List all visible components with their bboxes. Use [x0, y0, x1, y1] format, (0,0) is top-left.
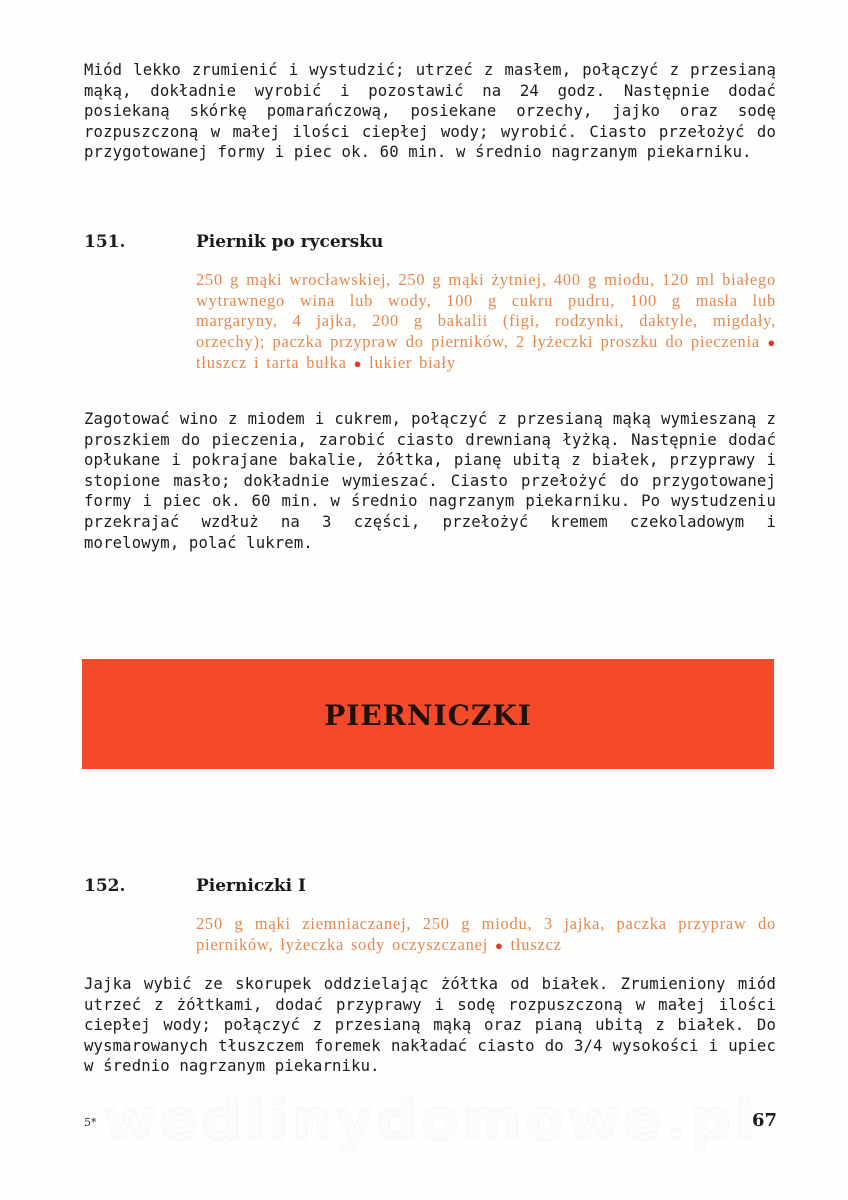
bullet-icon: ●: [495, 937, 504, 953]
ingredients-main: 250 g mąki ziemniaczanej, 250 g miodu, 3 jajka, paczka przypraw do pierników, łyżeczka sody oczyszczanej: [196, 914, 776, 954]
recipe-number: 151.: [84, 232, 126, 252]
recipe-151-method: Zagotować wino z miodem i cukrem, połączyć z przesianą mąką wymieszaną z proszkiem do pieczenia, zarobić ciasto drewnianą łyżką. Następnie dodać opłukane i pokrajane bakalie, żółtka, pianę ubitą z białek, przyprawy i stopione masło; dokładnie wymieszać. Ciasto przełożyć do przygotowanej formy i piec ok. 60 min. w średnio nagrzanym piekarniku. Po wystudzeniu przekrajać wzdłuż na 3 części, przełożyć kremem czekoladowym i morelowym, polać lukrem.: [84, 410, 776, 552]
bullet-icon: ●: [767, 334, 776, 350]
printer-signature: 5*: [84, 1116, 97, 1129]
intro-paragraph: Miód lekko zrumienić i wystudzić; utrzeć z masłem, połączyć z przesianą mąką, dokładnie wyrobić i pozostawić na 24 godz. Następnie dodać posiekaną skórkę pomarańczową, posiekane orzechy, jajko oraz sodę rozpuszczoną w małej ilości ciepłej wody; wyrobić. Ciasto przełożyć do przygotowanej formy i piec ok. 60 min. w średnio nagrzanym piekarniku.: [84, 61, 776, 162]
bullet-icon: ●: [353, 356, 363, 372]
ingredients-extra: tłuszcz i tarta bułka: [196, 353, 347, 373]
ingredients-extra: tłuszcz: [510, 934, 562, 954]
recipe-number: 152.: [84, 876, 126, 896]
ingredients-main: 250 g mąki wrocławskiej, 250 g mąki żytniej, 400 g miodu, 120 ml białego wytrawnego wina lub wody, 100 g cukru pudru, 100 g masła lub margaryny, 4 jajka, 200 g bakalii (figi, rodzynki, daktyle, migdały, orzechy); paczka przypraw do pierników, 2 łyżeczki proszku do pieczenia: [196, 270, 776, 351]
watermark: wedlinydomowe.pl: [104, 1088, 759, 1153]
recipe-title: Pierniczki I: [196, 876, 306, 896]
recipe-152-method: Jajka wybić ze skorupek oddzielając żółtka od białek. Zrumieniony miód utrzeć z żółtkami, dodać przyprawy i sodę rozpuszczoną w małej ilości ciepłej wody; połączyć z przesianą mąką oraz pianą ubitą z białek. Do wysmarowanych tłuszczem foremek nakładać ciasto do 3/4 wysokości i upiec w średnio nagrzanym piekarniku.: [84, 975, 776, 1076]
ingredients-extra: lukier biały: [369, 353, 456, 373]
recipe-152-ingredients: [196, 914, 776, 956]
section-banner: [82, 659, 774, 769]
section-title: PIERNICZKI: [324, 699, 532, 732]
recipe-151-ingredients: [196, 270, 776, 375]
page-number: 67: [752, 1110, 778, 1131]
recipe-title: Piernik po rycersku: [196, 232, 384, 252]
